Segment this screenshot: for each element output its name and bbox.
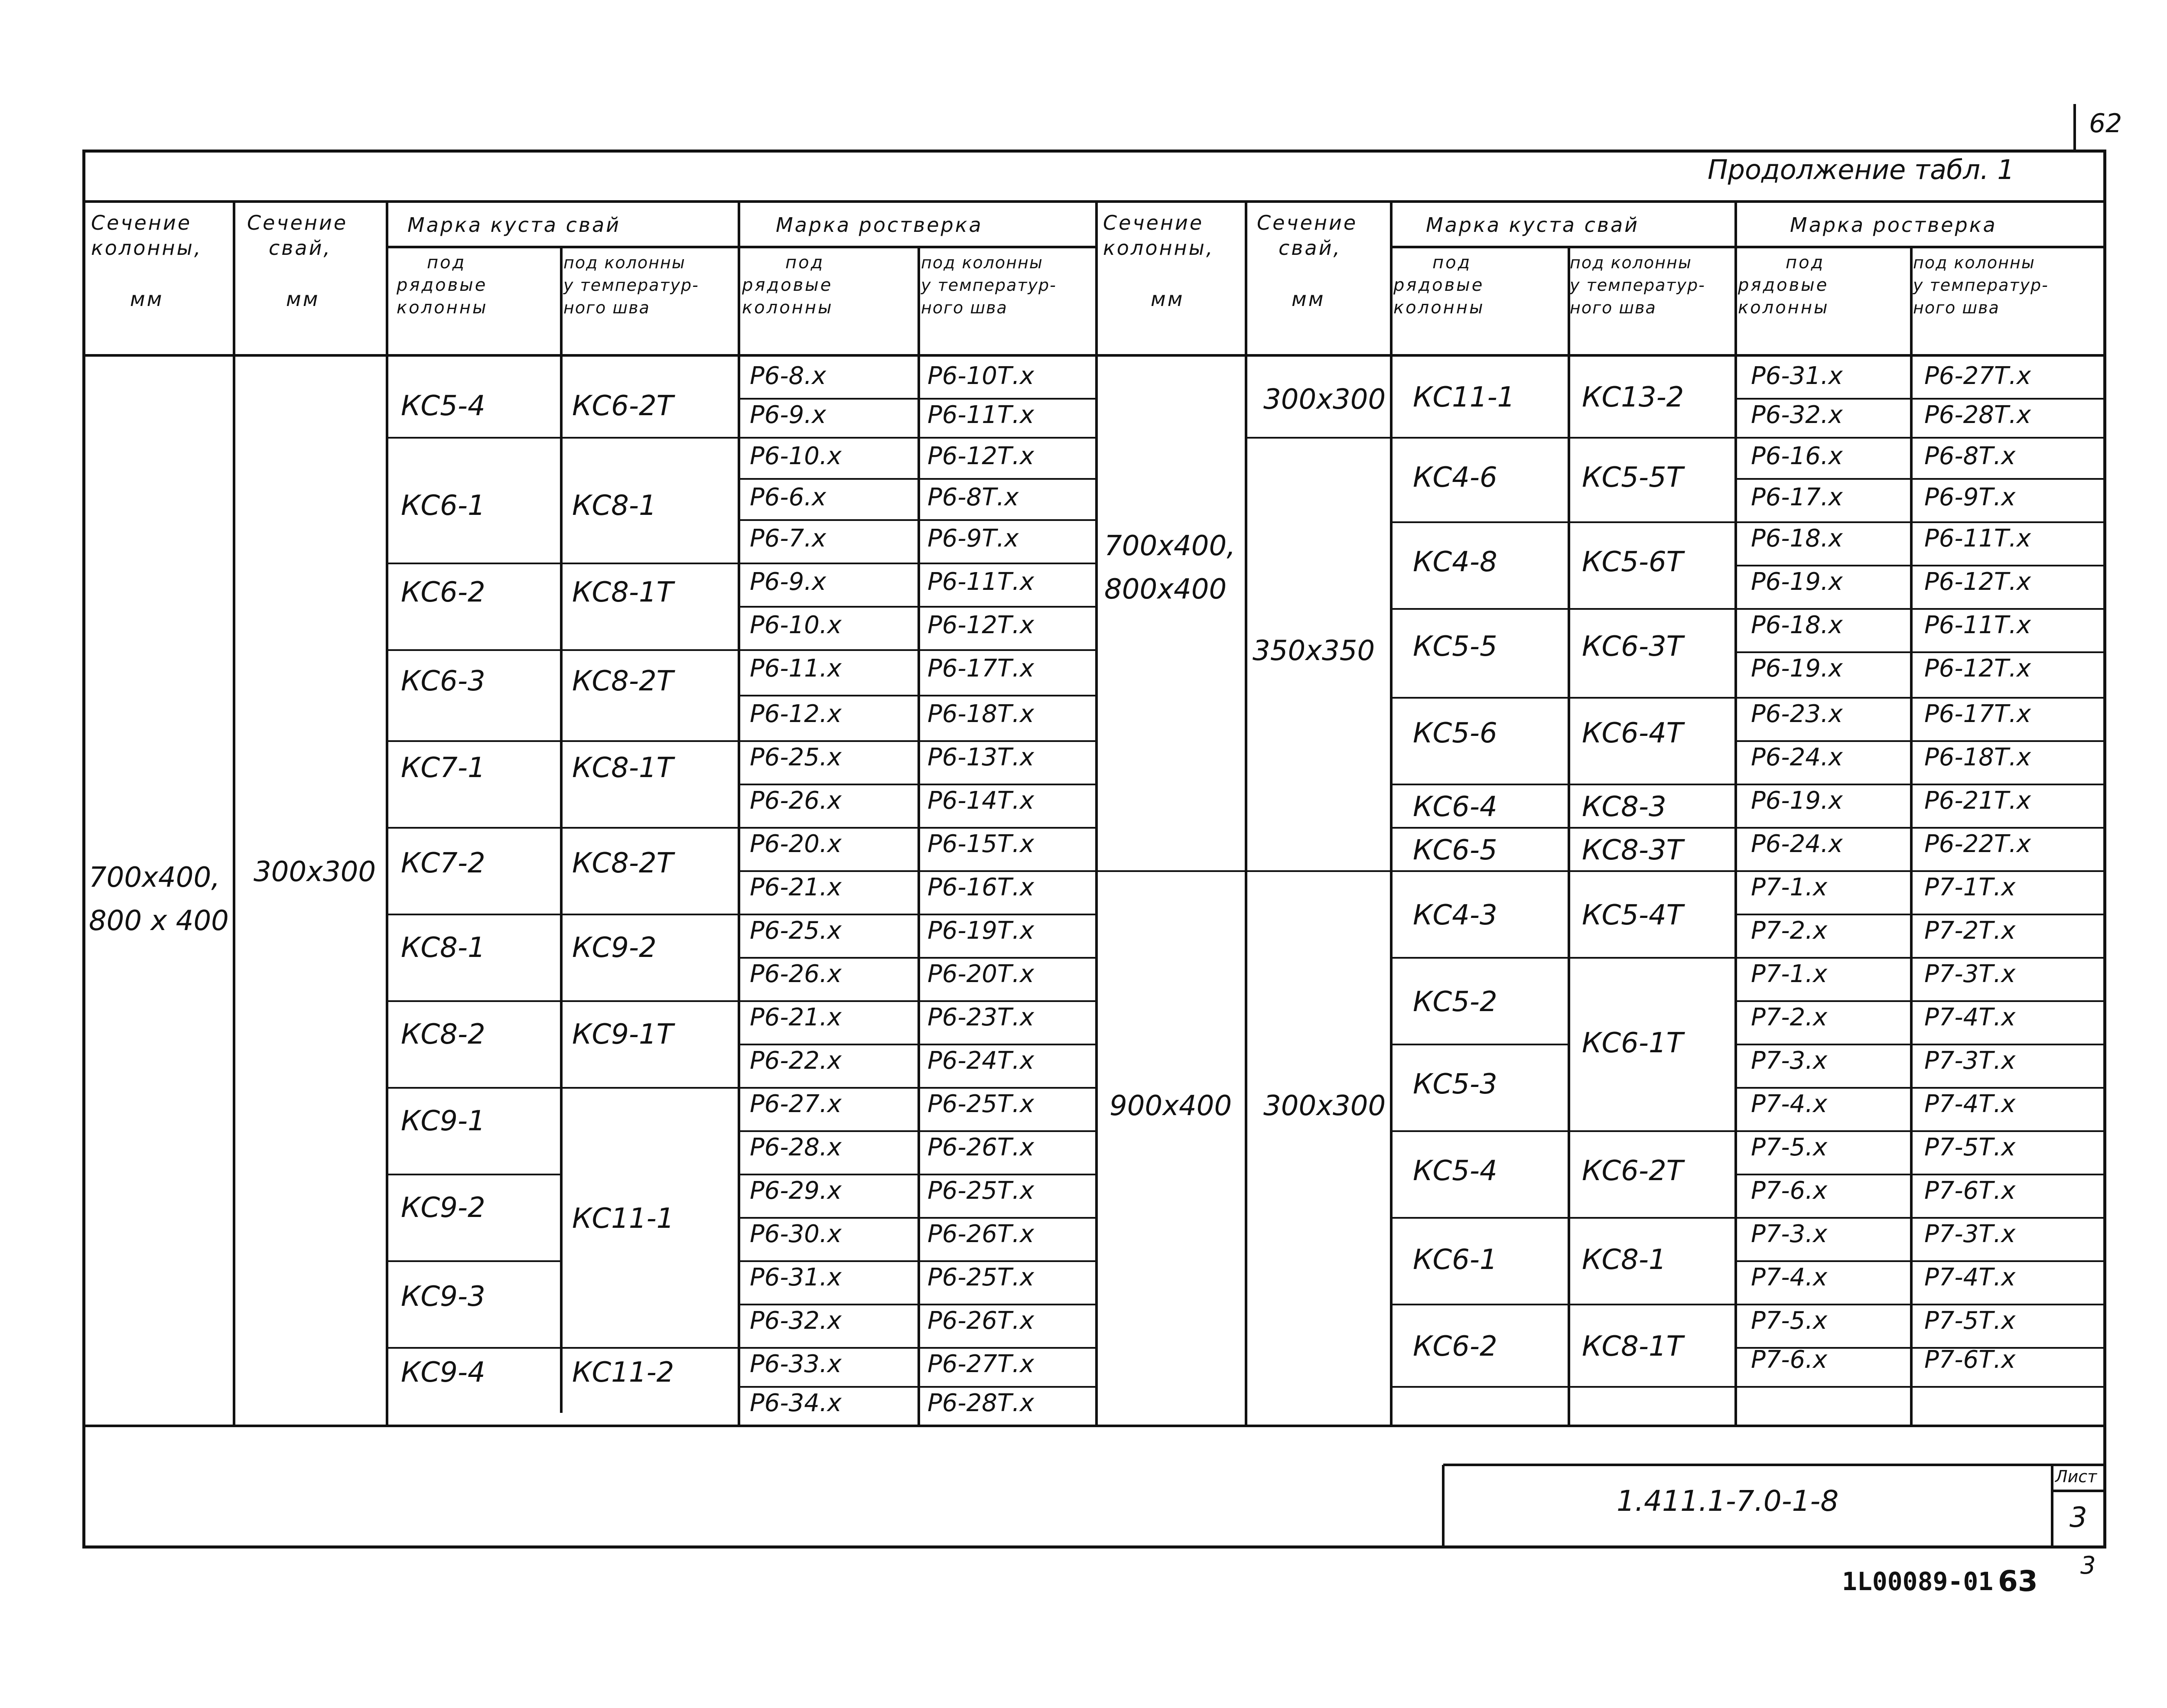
right-kust-temp: КС8-1 xyxy=(1582,1244,1666,1276)
header-pile-section-right: Сечение свай, мм xyxy=(1257,211,1358,311)
left-grillage-row: Р6-33.х xyxy=(750,1350,842,1378)
right-grillage-row: Р7-3.х xyxy=(1751,1047,1828,1075)
left-grillage-row: Р6-9.х xyxy=(750,568,826,596)
right-kust-temp: КС6-2Т xyxy=(1582,1155,1683,1187)
right-grillage-row: Р6-18.х xyxy=(1751,524,1843,553)
left-grillage-temp: Р6-25Т.х xyxy=(927,1090,1035,1118)
header-col-section: Сечение колонны, мм xyxy=(91,211,202,311)
right-grillage-row: Р6-17.х xyxy=(1751,483,1843,511)
left-grillage-row: Р6-21.х xyxy=(750,873,842,901)
right-kust-row: КС6-4 xyxy=(1413,791,1497,823)
right-grillage-temp: Р6-18Т.х xyxy=(1924,743,2031,771)
right-pile-a: 300х300 xyxy=(1263,384,1386,416)
left-grillage-temp: Р6-12Т.х xyxy=(927,442,1035,470)
right-pile-c: 300х300 xyxy=(1263,1090,1386,1122)
right-kust-row: КС6-5 xyxy=(1413,834,1497,866)
left-grillage-temp: Р6-10Т.х xyxy=(927,362,1035,390)
left-kust-temp: КС8-1Т xyxy=(572,752,674,784)
doc-code: 1.411.1-7.0-1-8 xyxy=(1617,1484,1839,1518)
header-grillage-temp-right: под колонны у температур- ного шва xyxy=(1913,253,2049,317)
left-grillage-temp: Р6-15Т.х xyxy=(927,830,1035,858)
right-grillage-temp: Р7-5Т.х xyxy=(1924,1307,2016,1335)
left-grillage-row: Р6-10.х xyxy=(750,611,842,639)
left-kust-row: КС8-1 xyxy=(401,932,485,964)
sheet-number: 3 xyxy=(2069,1502,2087,1534)
left-kust-row: КС9-2 xyxy=(401,1192,485,1224)
left-grillage-row: Р6-31.х xyxy=(750,1263,842,1292)
right-grillage-row: Р6-24.х xyxy=(1751,830,1843,858)
left-grillage-temp: Р6-25Т.х xyxy=(927,1263,1035,1292)
left-grillage-row: Р6-30.х xyxy=(750,1220,842,1248)
header-col-section-right: Сечение колонны, мм xyxy=(1103,211,1214,311)
right-kust-row: КС4-6 xyxy=(1413,462,1497,494)
left-kust-temp: КС8-2Т xyxy=(572,665,674,697)
right-kust-row: КС5-4 xyxy=(1413,1155,1497,1187)
left-grillage-row: Р6-27.х xyxy=(750,1090,842,1118)
right-kust-row: КС5-3 xyxy=(1413,1068,1497,1100)
right-grillage-temp: Р6-28Т.х xyxy=(1924,401,2031,429)
right-grillage-row: Р6-31.х xyxy=(1751,362,1843,390)
right-kust-row: КС6-1 xyxy=(1413,1244,1497,1276)
left-kust-temp: КС8-2Т xyxy=(572,847,674,879)
left-kust-temp: КС11-2 xyxy=(572,1357,674,1389)
right-grillage-temp: Р6-11Т.х xyxy=(1924,611,2031,639)
right-kust-row: КС5-6 xyxy=(1413,717,1497,749)
right-grillage-temp: Р7-6Т.х xyxy=(1924,1177,2016,1205)
left-kust-temp: КС11-1 xyxy=(572,1203,674,1235)
left-grillage-temp: Р6-25Т.х xyxy=(927,1177,1035,1205)
left-kust-row: КС7-2 xyxy=(401,847,485,879)
left-kust-row: КС8-2 xyxy=(401,1018,485,1051)
right-grillage-row: Р6-19.х xyxy=(1751,654,1843,683)
right-grillage-temp: Р7-3Т.х xyxy=(1924,1047,2016,1075)
right-grillage-temp: Р7-3Т.х xyxy=(1924,1220,2016,1248)
left-grillage-temp: Р6-27Т.х xyxy=(927,1350,1035,1378)
right-grillage-temp: Р7-2Т.х xyxy=(1924,917,2016,945)
page-number: 62 xyxy=(2089,108,2122,139)
left-kust-temp: КС8-1Т xyxy=(572,576,674,608)
left-kust-temp: КС6-2Т xyxy=(572,390,674,422)
left-grillage-temp: Р6-9Т.х xyxy=(927,524,1019,553)
right-grillage-temp: Р7-1Т.х xyxy=(1924,873,2016,901)
right-kust-temp: КС13-2 xyxy=(1582,381,1684,413)
left-grillage-temp: Р6-26Т.х xyxy=(927,1307,1035,1335)
left-grillage-temp: Р6-12Т.х xyxy=(927,611,1035,639)
left-grillage-row: Р6-34.х xyxy=(750,1389,842,1417)
left-kust-row: КС6-3 xyxy=(401,665,485,697)
left-grillage-temp: Р6-17Т.х xyxy=(927,654,1035,683)
right-kust-row: КС11-1 xyxy=(1413,381,1515,413)
left-grillage-row: Р6-25.х xyxy=(750,743,842,771)
right-grillage-temp: Р7-4Т.х xyxy=(1924,1003,2016,1031)
header-pile-section: Сечение свай, мм xyxy=(247,211,348,311)
left-grillage-temp: Р6-11Т.х xyxy=(927,401,1035,429)
page-63: 63 xyxy=(1998,1565,2038,1598)
right-kust-temp: КС6-3Т xyxy=(1582,631,1683,663)
left-grillage-row: Р6-21.х xyxy=(750,1003,842,1031)
sheet-label: Лист xyxy=(2055,1467,2097,1486)
left-grillage-temp: Р6-19Т.х xyxy=(927,917,1035,945)
right-grillage-row: Р7-4.х xyxy=(1751,1263,1828,1292)
right-grillage-row: Р6-18.х xyxy=(1751,611,1843,639)
right-kust-temp: КС8-3 xyxy=(1582,791,1666,823)
header-grillage-row: под рядовые колонны xyxy=(742,253,833,318)
right-grillage-row: Р7-5.х xyxy=(1751,1307,1828,1335)
right-kust-temp: КС5-6Т xyxy=(1582,546,1683,578)
right-grillage-row: Р6-24.х xyxy=(1751,743,1843,771)
right-grillage-row: Р7-6.х xyxy=(1751,1346,1828,1374)
right-grillage-row: Р7-2.х xyxy=(1751,1003,1828,1031)
left-grillage-row: Р6-28.х xyxy=(750,1133,842,1161)
right-grillage-temp: Р6-11Т.х xyxy=(1924,524,2031,553)
left-kust-temp: КС9-2 xyxy=(572,932,657,964)
right-grillage-temp: Р6-21Т.х xyxy=(1924,787,2031,815)
left-kust-row: КС5-4 xyxy=(401,390,485,422)
header-pile-group-brand-right: Марка куста свай xyxy=(1426,213,1640,237)
right-kust-temp: КС8-1Т xyxy=(1582,1331,1683,1363)
left-grillage-row: Р6-12.х xyxy=(750,700,842,728)
right-kust-temp: КС6-1Т xyxy=(1582,1027,1683,1059)
right-grillage-row: Р7-1.х xyxy=(1751,960,1828,988)
right-grillage-temp: Р7-4Т.х xyxy=(1924,1090,2016,1118)
left-grillage-row: Р6-32.х xyxy=(750,1307,842,1335)
left-grillage-temp: Р6-18Т.х xyxy=(927,700,1035,728)
right-kust-temp: КС5-4Т xyxy=(1582,899,1683,931)
right-grillage-row: Р6-16.х xyxy=(1751,442,1843,470)
right-grillage-row: Р7-2.х xyxy=(1751,917,1828,945)
right-kust-temp: КС6-4Т xyxy=(1582,717,1683,749)
header-grillage-brand-right: Марка ростверка xyxy=(1790,213,1997,237)
header-under-row-right: под рядовые колонны xyxy=(1393,253,1485,318)
continuation-title: Продолжение табл. 1 xyxy=(1708,154,2014,185)
right-grillage-temp: Р7-4Т.х xyxy=(1924,1263,2016,1292)
right-grillage-row: Р6-32.х xyxy=(1751,401,1843,429)
left-kust-row: КС9-1 xyxy=(401,1105,485,1137)
header-under-row: под рядовые колонны xyxy=(397,253,488,318)
left-grillage-temp: Р6-11Т.х xyxy=(927,568,1035,596)
left-grillage-row: Р6-10.х xyxy=(750,442,842,470)
left-grillage-row: Р6-25.х xyxy=(750,917,842,945)
right-grillage-temp: Р6-12Т.х xyxy=(1924,568,2031,596)
left-grillage-temp: Р6-26Т.х xyxy=(927,1220,1035,1248)
left-grillage-temp: Р6-28Т.х xyxy=(927,1389,1035,1417)
right-grillage-temp: Р6-27Т.х xyxy=(1924,362,2031,390)
left-grillage-temp: Р6-14Т.х xyxy=(927,787,1035,815)
right-grillage-row: Р6-23.х xyxy=(1751,700,1843,728)
left-kust-row: КС9-4 xyxy=(401,1357,485,1389)
left-col-section: 700х400, 800 х 400 xyxy=(89,862,229,937)
right-grillage-row: Р7-3.х xyxy=(1751,1220,1828,1248)
right-grillage-temp: Р6-12Т.х xyxy=(1924,654,2031,683)
left-grillage-temp: Р6-23Т.х xyxy=(927,1003,1035,1031)
left-grillage-temp: Р6-26Т.х xyxy=(927,1133,1035,1161)
right-kust-row: КС4-3 xyxy=(1413,899,1497,931)
right-kust-temp: КС5-5Т xyxy=(1582,462,1683,494)
left-grillage-temp: Р6-24Т.х xyxy=(927,1047,1035,1075)
left-grillage-temp: Р6-20Т.х xyxy=(927,960,1035,988)
left-grillage-temp: Р6-16Т.х xyxy=(927,873,1035,901)
left-kust-row: КС9-3 xyxy=(401,1281,485,1313)
right-grillage-temp: Р6-22Т.х xyxy=(1924,830,2031,858)
right-kust-row: КС5-2 xyxy=(1413,986,1497,1018)
header-under-temp-right: под колонны у температур- ного шва xyxy=(1570,253,1705,317)
right-grillage-row: Р7-4.х xyxy=(1751,1090,1828,1118)
right-grillage-temp: Р7-3Т.х xyxy=(1924,960,2016,988)
corner-number: 3 xyxy=(2080,1552,2096,1580)
left-grillage-row: Р6-26.х xyxy=(750,787,842,815)
header-under-temp: под колонны у температур- ного шва xyxy=(563,253,699,317)
left-kust-temp: КС8-1 xyxy=(572,490,657,522)
left-kust-row: КС6-1 xyxy=(401,490,485,522)
right-kust-row: КС5-5 xyxy=(1413,631,1497,663)
left-grillage-row: Р6-26.х xyxy=(750,960,842,988)
left-grillage-row: Р6-9.х xyxy=(750,401,826,429)
right-grillage-temp: Р6-17Т.х xyxy=(1924,700,2031,728)
right-kust-temp: КС8-3Т xyxy=(1582,834,1683,866)
left-grillage-row: Р6-29.х xyxy=(750,1177,842,1205)
left-pile-section: 300х300 xyxy=(254,856,376,888)
right-grillage-row: Р7-6.х xyxy=(1751,1177,1828,1205)
right-grillage-row: Р7-1.х xyxy=(1751,873,1828,901)
left-grillage-temp: Р6-13Т.х xyxy=(927,743,1035,771)
right-grillage-temp: Р7-5Т.х xyxy=(1924,1133,2016,1161)
header-grillage-row-right: под рядовые колонны xyxy=(1738,253,1829,318)
right-col-section-a: 700х400, 800х400 xyxy=(1104,530,1236,605)
left-kust-row: КС7-1 xyxy=(401,752,485,784)
left-grillage-row: Р6-7.х xyxy=(750,524,826,553)
header-grillage-brand: Марка ростверка xyxy=(776,213,983,237)
right-grillage-row: Р7-5.х xyxy=(1751,1133,1828,1161)
right-grillage-temp: Р7-6Т.х xyxy=(1924,1346,2016,1374)
right-grillage-temp: Р6-8Т.х xyxy=(1924,442,2016,470)
archive-code: 1L00089-01 xyxy=(1842,1567,1994,1596)
right-kust-row: КС4-8 xyxy=(1413,546,1497,578)
left-grillage-temp: Р6-8Т.х xyxy=(927,483,1019,511)
left-grillage-row: Р6-8.х xyxy=(750,362,826,390)
left-grillage-row: Р6-22.х xyxy=(750,1047,842,1075)
right-kust-row: КС6-2 xyxy=(1413,1331,1497,1363)
left-kust-temp: КС9-1Т xyxy=(572,1018,674,1051)
right-grillage-row: Р6-19.х xyxy=(1751,787,1843,815)
header-pile-group-brand: Марка куста свай xyxy=(407,213,621,237)
left-grillage-row: Р6-11.х xyxy=(750,654,842,683)
right-pile-b: 350х350 xyxy=(1253,635,1375,667)
left-grillage-row: Р6-20.х xyxy=(750,830,842,858)
left-grillage-row: Р6-6.х xyxy=(750,483,826,511)
header-grillage-temp: под колонны у температур- ного шва xyxy=(921,253,1057,317)
left-kust-row: КС6-2 xyxy=(401,576,485,608)
right-col-section-b: 900х400 xyxy=(1110,1090,1232,1122)
right-grillage-row: Р6-19.х xyxy=(1751,568,1843,596)
right-grillage-temp: Р6-9Т.х xyxy=(1924,483,2016,511)
